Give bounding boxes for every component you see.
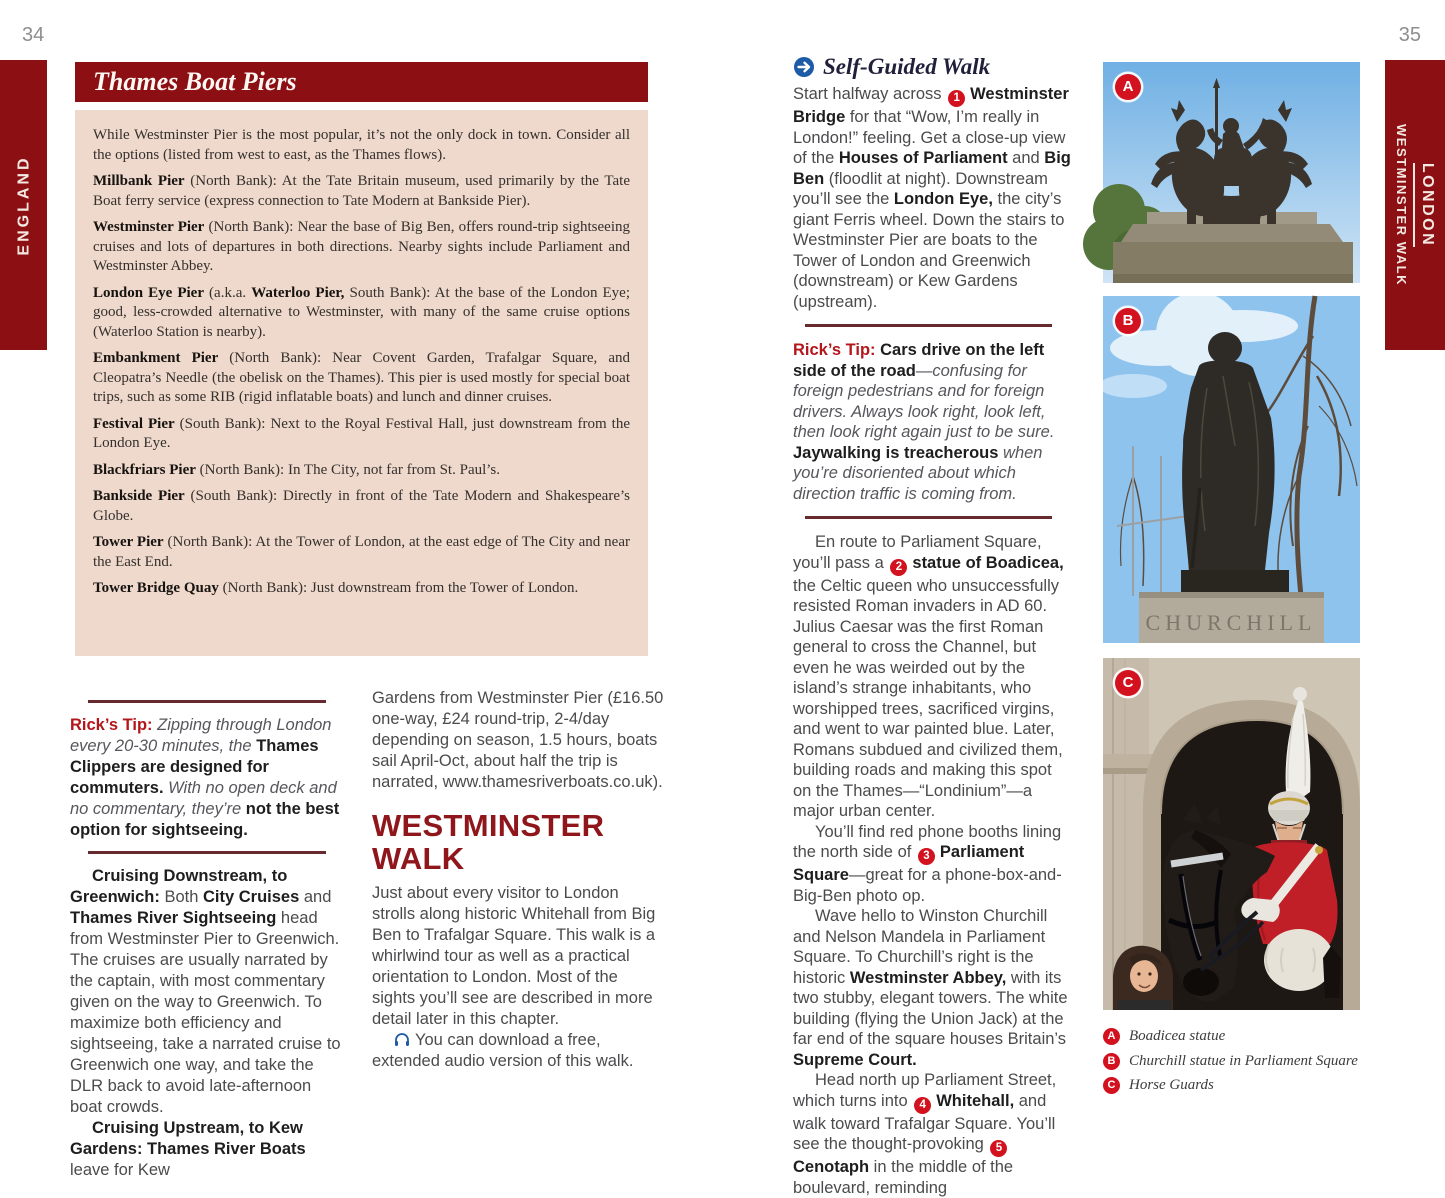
walk-paragraph-churchill: Wave hello to Winston Churchill and Nelson Mandela in Parliament Square. To Churchill’s right is the historic Westminster Abbey, with its two stubby, elegant towers. The white building (flying the Union Jack) at the far end of the square houses Britain’s Supreme Court. — [793, 907, 1068, 1069]
ricks-tip-traffic: Rick’s Tip: Cars drive on the left side of the road—confusing for foreign pedestrians and for foreign drivers. Always look right, look left, then look right again just to be sure. Jaywalking is treacherous when you’re disoriented about which direction traffic is coming from. — [793, 341, 1055, 503]
page-number-left: 34 — [22, 24, 45, 46]
caption-boadicea — [1103, 1028, 1403, 1045]
photo-letter-badge-c: C — [1115, 670, 1141, 696]
self-guided-walk-title: Self-Guided Walk — [823, 53, 991, 79]
tip-rule — [88, 700, 326, 703]
photo-boadicea-statue — [1103, 62, 1360, 283]
right-page-column — [793, 53, 1074, 1198]
horse-guards-illustration — [1103, 658, 1360, 1010]
caption-text-b: Churchill statue in Parliament Square — [1129, 1052, 1358, 1069]
photo-letter-badge-b: B — [1115, 308, 1141, 334]
pier-item: Festival Pier (South Bank): Next to the Royal Festival Hall, just downstream from the London Eye. — [93, 415, 630, 451]
audio-download-note — [372, 1030, 664, 1072]
cruising-upstream-paragraph: Cruising Upstream, to Kew Gardens: Thames River Boats leave for Kew — [70, 1119, 306, 1179]
pier-item: Millbank Pier (North Bank): At the Tate Britain museum, used primarily by the Tate Boat ferry service (express connection to Tate Modern at Bankside Pier). — [93, 173, 630, 209]
westminster-walk-heading: WESTMINSTER WALK — [372, 808, 605, 876]
photo-letter-badge-a: A — [1115, 74, 1141, 100]
left-page-column-1 — [70, 690, 342, 1181]
caption-badge-b: B — [1103, 1053, 1120, 1070]
caption-text-c: Horse Guards — [1129, 1077, 1214, 1093]
pier-item: Bankside Pier (South Bank): Directly in front of the Tate Modern and Shakespeare’s Globe. — [93, 488, 630, 524]
audio-download-text: You can download a free, extended audio version of this walk. — [372, 1031, 634, 1070]
kew-gardens-continuation: Gardens from Westminster Pier (£16.50 one-way, £24 round-trip, 2-4/day depending on season, 1.5 hours, boats sail April-Oct, about half the trip is narrated, www.thamesriverboats.co.uk). — [372, 689, 664, 791]
walk-paragraph-boadicea: En route to Parliament Square, you’ll pass a 2 statue of Boadicea, the Celtic queen who unsuccessfully resisted Roman invaders in AD 60. Julius Caesar was the first Roman general to cross the Channel, but even he was weirded out by the island’s strange inhabitants, who worshipped trees, sacrificed virgins, and went to war painted blue. Later, Romans subdued and civilized them, building roads and making this spot on the Thames—“Londinium”—a major urban center. — [793, 533, 1064, 820]
walk-paragraph-bridge: Start halfway across 1 Westminster Bridge for that “Wow, I’m really in London!” feeling. Get a close-up view of the Houses of Parliament and Big Ben (floodlit at night). Downstream you’ll see the London Eye, the city’s giant Ferris wheel. Down the stairs to Westminster Pier are boats to the Tower of London and Greenwich (downstream) or Kew Gardens (upstream). — [793, 85, 1071, 311]
caption-text-a: Boadicea statue — [1129, 1028, 1226, 1044]
arrow-circle-icon — [793, 56, 815, 78]
tip-rule — [88, 851, 326, 854]
page-number-right: 35 — [1398, 24, 1421, 46]
ricks-tip-clippers: Rick’s Tip: Zipping through London every 20-30 minutes, the Thames Clippers are designed for commuters. With no open deck and no commentary, they’re not the best option for sightseeing. — [70, 716, 340, 839]
pier-item: London Eye Pier (a.k.a. Waterloo Pier, South Bank): At the base of the London Eye; good, less-crowded alternative to Westminster, with many of the same cruise options (Waterloo Station is nearby). — [93, 284, 631, 340]
photo-captions — [1103, 1028, 1403, 1102]
left-page-column-2 — [372, 688, 664, 1072]
photo-churchill-statue — [1103, 296, 1360, 643]
churchill-statue-illustration — [1103, 296, 1360, 643]
self-guided-walk-heading — [793, 53, 1074, 79]
pier-item: Westminster Pier (North Bank): Near the base of Big Ben, offers round-trip sightseeing cruises and lots of departures in both directions. Nearby sights include Parliament and Westminster Abbey. — [93, 219, 630, 274]
churchill-pedestal-text: CHURCHILL — [1145, 610, 1317, 635]
pier-item: Blackfriars Pier (North Bank): In The City, not far from St. Paul’s. — [93, 461, 501, 478]
westminster-walk-intro: Just about every visitor to London strolls along historic Whitehall from Big Ben to Trafalgar Square. This walk is a whirlwind tour as well as a practical orientation to London. Most of the sights you’ll see are described in more detail later in this chapter. — [372, 884, 656, 1028]
pier-item: Embankment Pier (North Bank): Near Covent Garden, Trafalgar Square, and Cleopatra’s Needle (the obelisk on the Thames). This pier is used mostly for special boat trips, such as some RIB (rigid inflatable boats) and lunch and dinner cruises. — [93, 350, 630, 405]
walk-paragraph-phone-booths: You’ll find red phone booths lining the north side of 3 Parliament Square—great for a phone-box-and-Big-Ben photo op. — [793, 822, 1062, 905]
caption-badge-c: C — [1103, 1077, 1120, 1094]
photo-horse-guards — [1103, 658, 1360, 1010]
pier-item: Tower Bridge Quay (North Bank): Just downstream from the Tower of London. — [93, 580, 579, 596]
piers-intro: While Westminster Pier is the most popular, it’s not the only dock in town. Consider all the options (listed from west to east, as the Thames flows). — [93, 127, 630, 163]
tab-england-label: ENGLAND — [14, 154, 32, 256]
box-title: Thames Boat Piers — [93, 67, 297, 96]
headphones-icon — [394, 1032, 410, 1047]
tab-london-label: LONDON — [1413, 163, 1436, 247]
boadicea-statue-illustration — [1103, 62, 1360, 283]
caption-horse-guards — [1103, 1077, 1403, 1094]
tip-rule — [805, 516, 1052, 519]
thames-boat-piers-header — [75, 62, 648, 102]
thames-boat-piers-box — [75, 110, 648, 656]
sidebar-tab-london-westminster-walk — [1385, 60, 1445, 350]
pier-item: Tower Pier (North Bank): At the Tower of London, at the east edge of The City and near the East End. — [93, 534, 630, 570]
walk-paragraph-whitehall: Head north up Parliament Street, which turns into 4 Whitehall, and walk toward Trafalgar Square. You’ll see the thought-provoking 5Cenotaph in the middle of the boulevard, reminding — [793, 1071, 1057, 1197]
tab-westminster-walk-label: WESTMINSTER WALK — [1394, 124, 1409, 286]
tip-rule — [805, 324, 1052, 327]
sidebar-tab-england — [0, 60, 47, 350]
caption-churchill — [1103, 1053, 1403, 1070]
cruising-downstream-paragraph: Cruising Downstream, to Greenwich: Both City Cruises and Thames River Sightseeing head from Westminster Pier to Greenwich. The cruises are usually narrated by the captain, with most commentary given on the way to Greenwich. To maximize both efficiency and sightseeing, take a narrated cruise to Greenwich one way, and take the DLR back to avoid late-afternoon boat crowds. — [70, 867, 341, 1116]
caption-badge-a: A — [1103, 1028, 1120, 1045]
